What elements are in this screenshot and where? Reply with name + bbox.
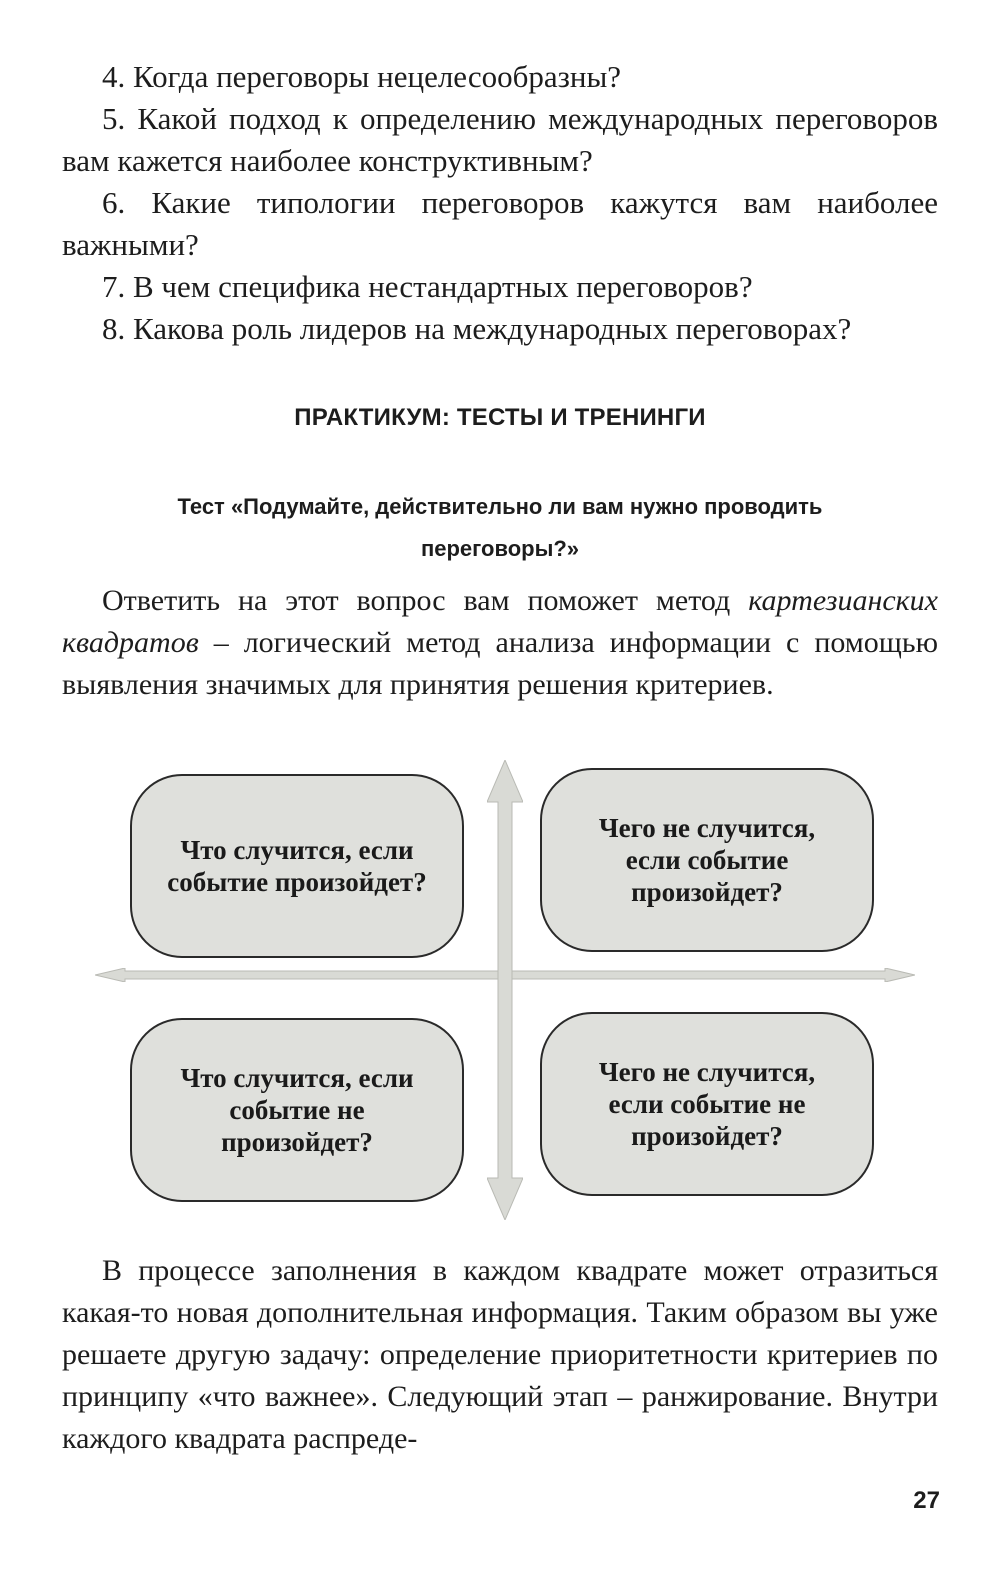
- question-6: [62, 182, 938, 266]
- page-number: 27: [913, 1487, 940, 1514]
- question-8: 8. Какова роль лидеров на международных переговорах?: [102, 311, 852, 346]
- intro-paragraph: [62, 580, 938, 706]
- intro-before: Ответить на этот вопрос вам поможет метод: [102, 584, 749, 617]
- quadrant-top-right-text: Чего не случится, если событие произойдет?: [598, 813, 816, 907]
- closing-paragraph: В процессе заполнения в каждом квадрате может отразиться какая-то новая дополнительная информация. Таким образом вы уже решаете другую задачу: определение приоритетности критериев по принципу «что важнее». Следующий этап – ранжирование. Внутри каждого квадрата распреде-: [62, 1254, 938, 1455]
- question-5: [62, 98, 938, 182]
- quadrant-top-right: [540, 768, 874, 952]
- cartesian-squares-diagram: [75, 760, 935, 1220]
- quadrant-top-left: [130, 774, 464, 958]
- quadrant-bottom-right-text: Чего не случится, если событие не произойдет?: [598, 1057, 816, 1151]
- intro-after: – логический метод анализа информации с помощью выявления значимых для принятия решения критериев.: [62, 626, 938, 701]
- test-title: Тест «Подумайте, действительно ли вам нужно проводить переговоры?»: [177, 494, 823, 561]
- vertical-axis-arrow: [487, 760, 523, 1220]
- question-7: 7. В чем специфика нестандартных переговоров?: [102, 269, 753, 304]
- question-6-text: 6. Какие типологии переговоров кажутся вам наиболее важными?: [62, 185, 938, 262]
- quadrant-top-left-text: Что случится, если событие произойдет?: [167, 835, 427, 897]
- question-5-text: 5. Какой подход к определению международных переговоров вам кажется наиболее конструктивным?: [62, 101, 938, 178]
- question-4: 4. Когда переговоры нецелесообразны?: [102, 59, 622, 94]
- quadrant-bottom-left: [130, 1018, 464, 1202]
- quadrant-bottom-right: [540, 1012, 874, 1196]
- quadrant-bottom-left-text: Что случится, если событие не произойдет?: [180, 1063, 414, 1157]
- section-title: ПРАКТИКУМ: ТЕСТЫ И ТРЕНИНГИ: [294, 404, 706, 431]
- intro-emphasis: картезианских квадратов: [62, 584, 938, 659]
